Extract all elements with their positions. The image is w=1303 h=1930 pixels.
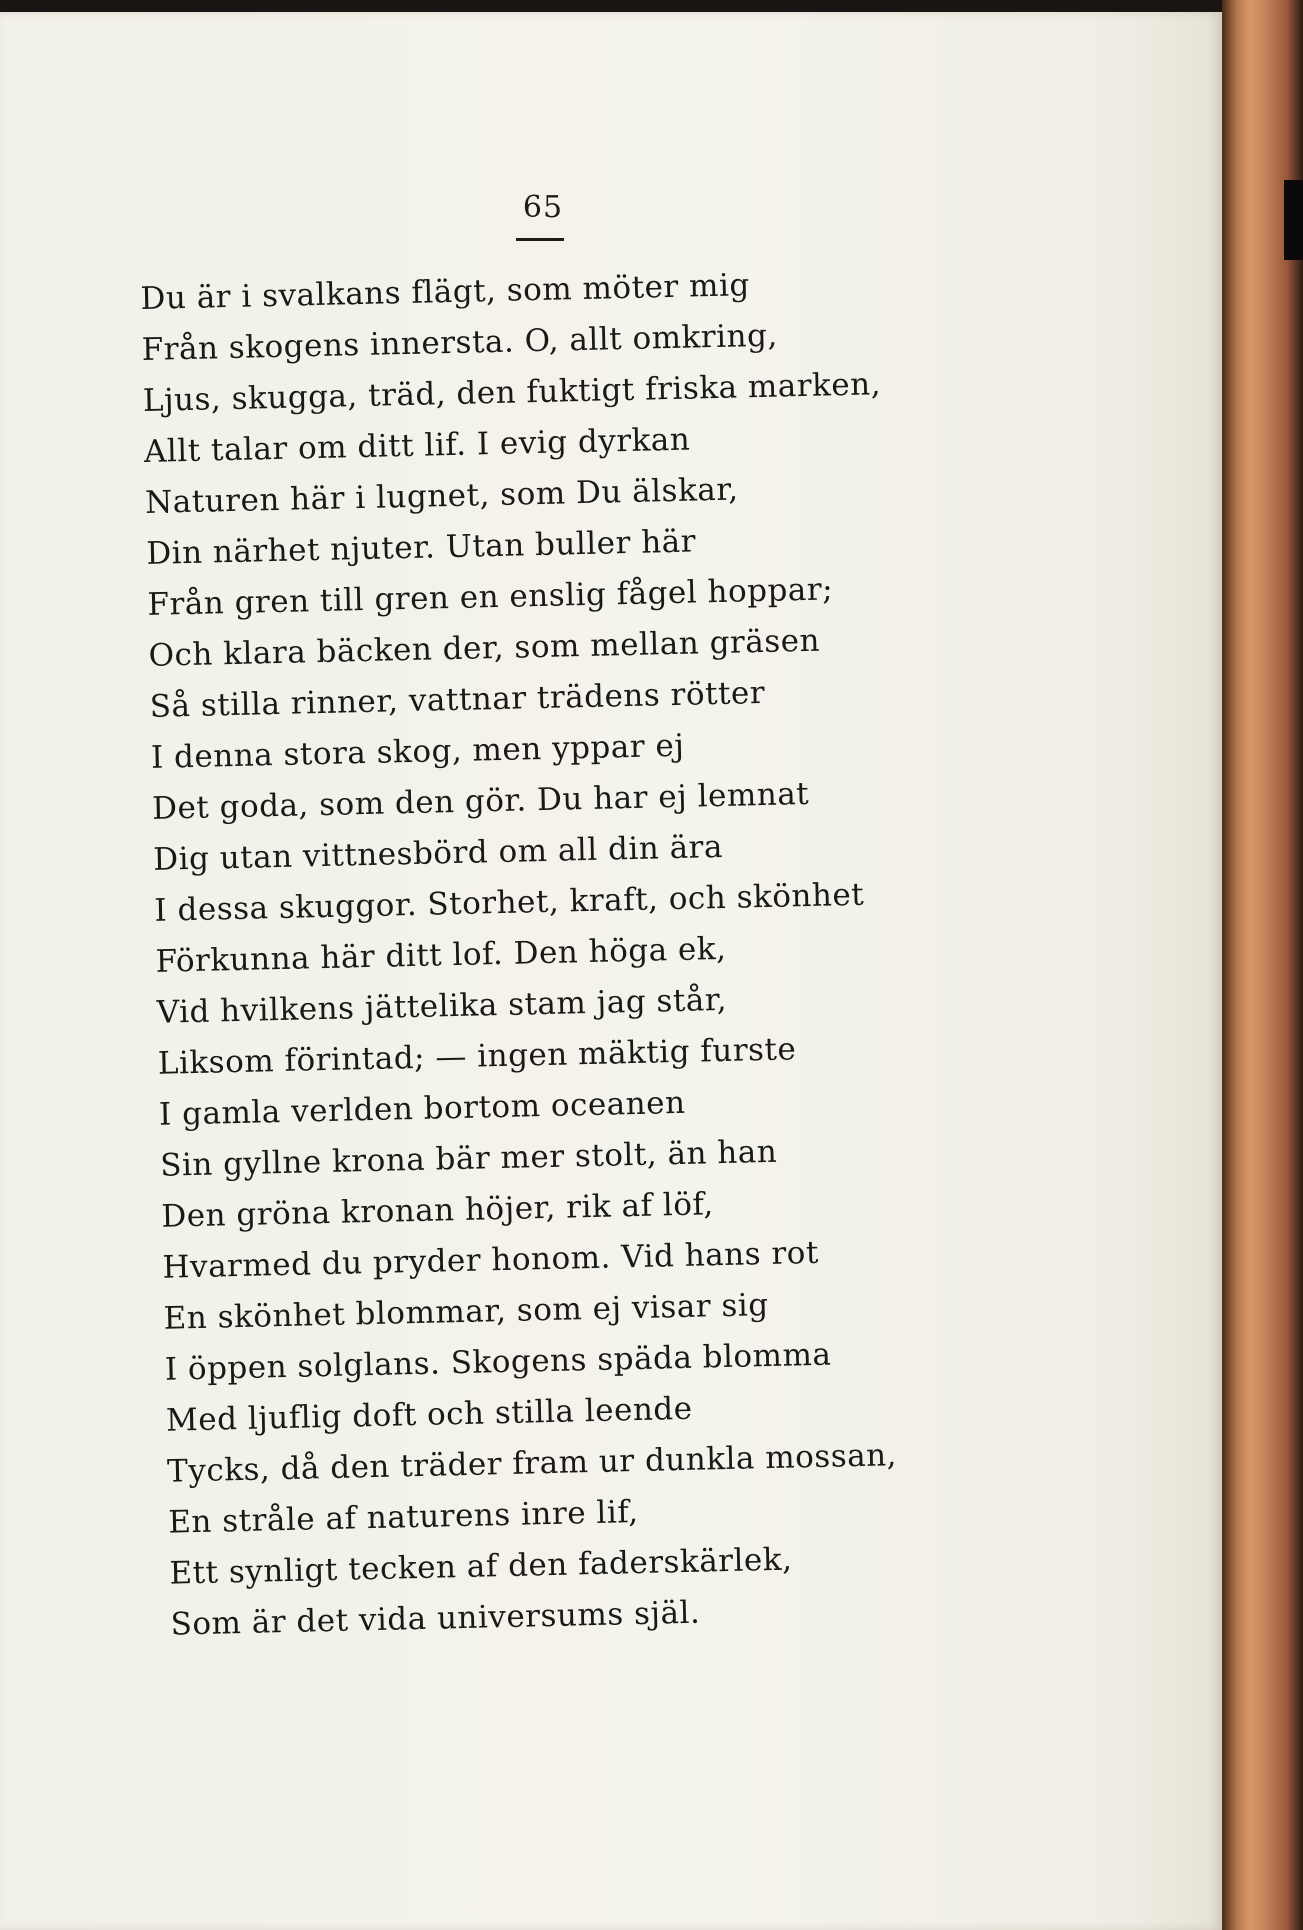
poem-line: En stråle af naturens inre lif, — [167, 1494, 639, 1541]
poem-text — [140, 255, 991, 1650]
poem-line: I öppen solglans. Skogens späda blomma — [164, 1336, 832, 1388]
poem-line: I denna stora skog, men yppar ej — [150, 727, 685, 776]
poem-line: Allt talar om ditt lif. I evig dyrkan — [143, 421, 691, 470]
poem-line: Det goda, som den gör. Du har ej lemnat — [151, 775, 810, 827]
poem-line: Hvarmed du pryder honom. Vid hans rot — [162, 1234, 820, 1286]
poem-line: Din närhet njuter. Utan buller här — [145, 523, 697, 572]
poem-line: I gamla verlden bortom oceanen — [158, 1084, 686, 1133]
poem-line: Och klara bäcken der, som mellan gräsen — [148, 622, 821, 674]
poem-line: I dessa skuggor. Storhet, kraft, och skönhet — [154, 876, 865, 929]
page-number-rule — [516, 238, 564, 241]
poem-line: Från skogens innersta. O, allt omkring, — [141, 317, 779, 368]
paper-page — [0, 12, 1222, 1930]
poem-line: Sin gyllne krona bär mer stolt, än han — [159, 1133, 778, 1184]
page-number: 65 — [522, 190, 564, 225]
poem-line: Den gröna kronan höjer, rik af löf, — [160, 1186, 715, 1235]
poem-line: Tycks, då den träder fram ur dunkla mossan, — [166, 1437, 898, 1490]
poem-line: Du är i svalkans flägt, som möter mig — [140, 267, 751, 317]
poem-line: Dig utan vittnesbörd om all din ära — [152, 828, 724, 878]
poem-line: Med ljuflig doft och stilla leende — [165, 1390, 693, 1439]
poem-line: Förkunna här ditt lof. Den höga ek, — [155, 930, 727, 980]
poem-line: Ett synligt tecken af den faderskärlek, — [169, 1541, 793, 1592]
poem-line: Som är det vida universums själ. — [170, 1594, 701, 1643]
poem-line: Vid hvilkens jättelika stam jag står, — [156, 981, 728, 1031]
poem-line: Naturen här i lugnet, som Du älskar, — [144, 471, 739, 521]
poem-line: Ljus, skugga, träd, den fuktigt friska marken, — [142, 366, 882, 419]
book-cover-edge — [1222, 0, 1303, 1930]
poem-line: Så stilla rinner, vattnar trädens rötter — [149, 674, 766, 725]
poem-line: Liksom förintad; — ingen mäktig furste — [157, 1031, 797, 1082]
poem-line: En skönhet blommar, som ej visar sig — [163, 1287, 769, 1337]
poem-line: Från gren till gren en enslig fågel hoppar; — [147, 571, 834, 623]
